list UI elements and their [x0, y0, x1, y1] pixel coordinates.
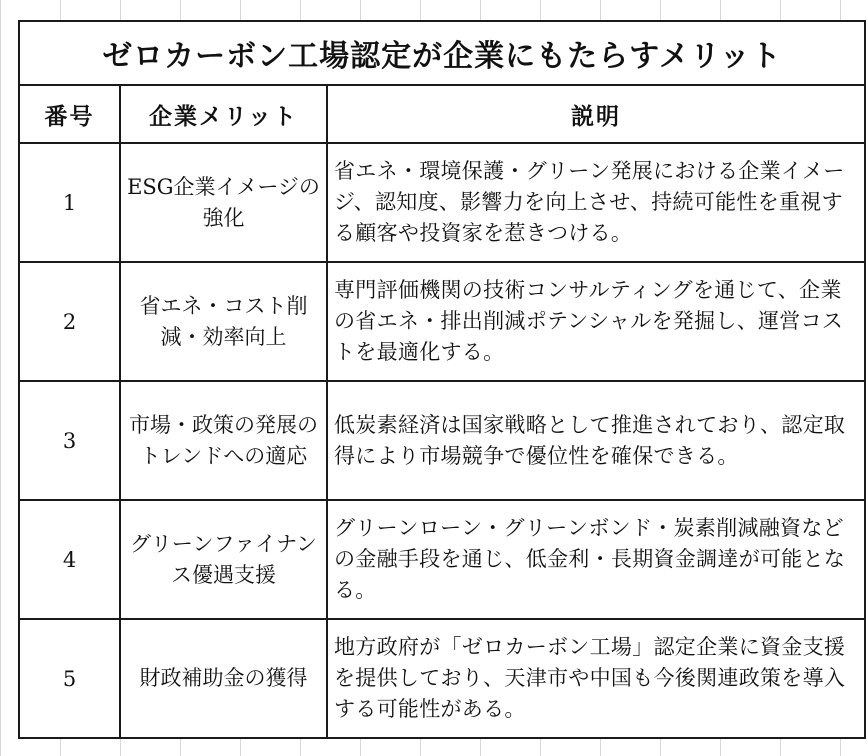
row-number-cell: 2 [19, 262, 120, 381]
row-description-cell: 専門評価機関の技術コンサルティングを通じて、企業の省エネ・排出削減ポテンシャルを発掘し、運営コストを最適化する。 [327, 262, 865, 381]
table-title: ゼロカーボン工場認定が企業にもたらすメリット [19, 21, 865, 85]
row-description-cell: 低炭素経済は国家戦略として推進されており、認定取得により市場競争で優位性を確保できる。 [327, 381, 865, 500]
row-description-cell: グリーンローン・グリーンボンド・炭素削減融資などの金融手段を通じ、低金利・長期資金調達が可能となる。 [327, 500, 865, 619]
row-description-cell: 省エネ・環境保護・グリーン発展における企業イメージ、認知度、影響力を向上させ、持続可能性を重視する顧客や投資家を惹きつける。 [327, 143, 865, 262]
merit-table [18, 20, 866, 739]
row-merit-cell: グリーンファイナンス優遇支援 [120, 500, 327, 619]
header-number: 番号 [19, 85, 120, 143]
row-number-cell: 4 [19, 500, 120, 619]
header-row [19, 85, 865, 143]
table-row [19, 381, 865, 500]
table-row [19, 619, 865, 738]
row-merit-cell: 市場・政策の発展のトレンドへの適応 [120, 381, 327, 500]
table-row [19, 262, 865, 381]
header-description: 説明 [327, 85, 865, 143]
row-merit-cell: 財政補助金の獲得 [120, 619, 327, 738]
table-row [19, 500, 865, 619]
row-number-cell: 3 [19, 381, 120, 500]
row-merit-cell: ESG企業イメージの強化 [120, 143, 327, 262]
row-merit-cell: 省エネ・コスト削減・効率向上 [120, 262, 327, 381]
row-description-cell: 地方政府が「ゼロカーボン工場」認定企業に資金支援を提供しており、天津市や中国も今後関連政策を導入する可能性がある。 [327, 619, 865, 738]
row-number-cell: 1 [19, 143, 120, 262]
header-merit: 企業メリット [120, 85, 327, 143]
row-number-cell: 5 [19, 619, 120, 738]
table-row [19, 143, 865, 262]
title-row [19, 21, 865, 85]
